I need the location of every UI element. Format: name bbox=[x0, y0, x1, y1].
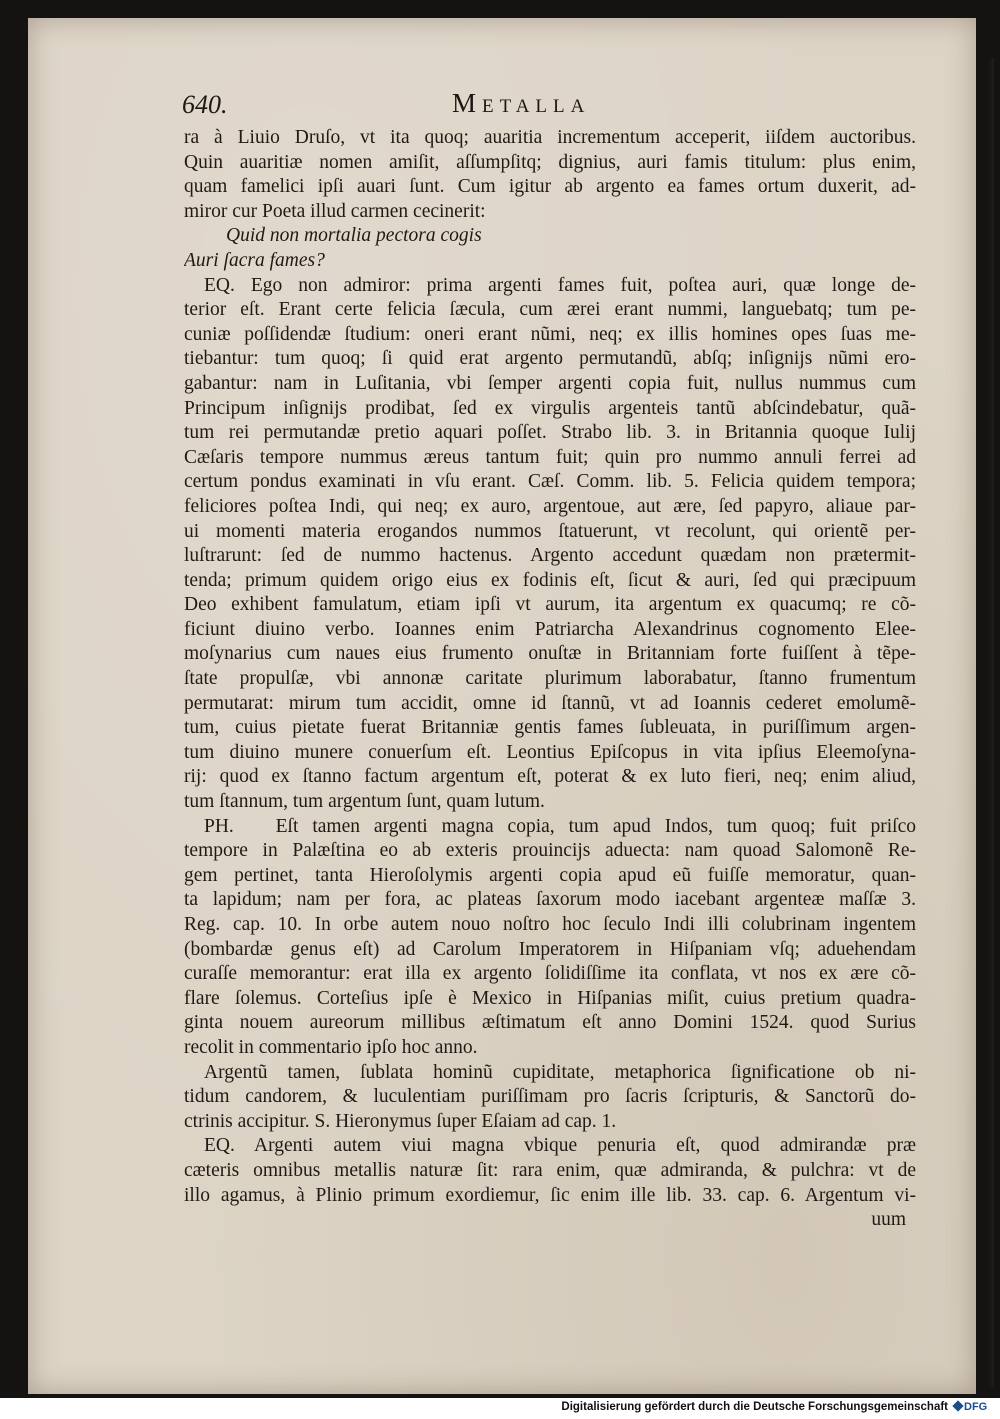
text-line: ta lapidum; nam per fora, ac plateas ſaxorum modo iacebant argenteæ maſſæ 3. bbox=[184, 889, 916, 911]
verse-line: Quid non mortalia pectora cogis bbox=[226, 225, 482, 247]
text-line: certum pondus examinati in vſu erant. Cæſ. Comm. lib. 5. Felicia quidem tempora; bbox=[184, 471, 916, 493]
text-line: ra à Liuio Druſo, vt ita quoq; auaritia incrementum acceperit, iiſdem auctoribus. bbox=[184, 127, 916, 148]
text-line: luſtrarunt: ſed de nummo hactenus. Argento accedunt quædam non prætermit- bbox=[184, 545, 916, 567]
text-line: Principum inſignijs prodibat, ſed ex virgulis argenteis tantũ abſcindebatur, quã- bbox=[184, 397, 916, 419]
text-line: tum ſtannum, tum argentum ſunt, quam lutum. bbox=[184, 791, 545, 813]
speaker-label: EQ. bbox=[204, 1135, 235, 1157]
text-line: feliciores poſtea Indi, qui neq; ex auro, argentoue, aut ære, ſed papyro, aliaue par- bbox=[184, 495, 916, 517]
text-line: cæteris omnibus metallis naturæ ſit: rara enim, quæ admiranda, & pulchra: vt de bbox=[184, 1159, 916, 1181]
text-line bbox=[184, 815, 916, 840]
text-line: curaſſe memorantur: erat illa ex argento ſolidiſſime ita conflata, vt nos ex ære cõ- bbox=[184, 963, 916, 985]
text-line: gem pertinet, tanta Hieroſolymis argenti copia apud eũ fuiſſe memoratur, quan- bbox=[184, 864, 916, 886]
body-text bbox=[184, 126, 916, 1233]
text-line: gabantur: nam in Luſitania, vbi ſemper argenti copia fuit, nullus nummus cum bbox=[184, 372, 916, 394]
speaker-label: EQ. bbox=[204, 274, 235, 296]
text-line: Reg. cap. 10. In orbe autem nouo noſtro hoc ſeculo Indi illi colubrinam ingentem bbox=[184, 914, 916, 935]
text-line: quam famelici ipſi auari ſunt. Cum igitur ab argento ea fames ortum duxerit, ad- bbox=[184, 176, 916, 198]
text-line: (bombardæ genus eſt) ad Carolum Imperatorem in Hiſpaniam vſq; aduehendam bbox=[184, 938, 916, 960]
text-line: terior eſt. Erant certe felicia ſæcula, cum ærei erant nummi, languebatq; tum pe- bbox=[184, 299, 916, 321]
text-line: ui momenti materia erogandos nummos ſtatuerunt, vt recolunt, qui orientẽ per- bbox=[184, 520, 916, 542]
text-line: cuniæ poſſidendæ ſtudium: oneri erant nũmi, neq; ex illis homines opes ſuas me- bbox=[184, 323, 916, 345]
text-line bbox=[184, 274, 916, 299]
dfg-logo-text: DFG bbox=[964, 1401, 988, 1413]
dfg-logo-icon bbox=[952, 1400, 963, 1411]
text-line: Argentũ tamen, ſublata hominũ cupiditate, metaphorica ſignificatione ob ni- bbox=[204, 1061, 916, 1083]
text-line: tidum candorem, & luculentiam puriſſimam pro ſacris ſcripturis, & Sanctorũ do- bbox=[184, 1086, 916, 1108]
footer-bar bbox=[0, 1398, 1000, 1419]
page-header bbox=[182, 88, 922, 122]
text-line: recolit in commentario ipſo hoc anno. bbox=[184, 1036, 478, 1058]
catchword: uum bbox=[871, 1209, 906, 1231]
speaker-label: PH. bbox=[204, 815, 234, 837]
text-line: Quin auaritiæ nomen amiſit, aſſumpſitq; dignius, auri famis titulum: plus enim, bbox=[184, 151, 916, 173]
text-line-content: Ego non admiror: prima argenti fames fuit, poſtea auri, quæ longe de- bbox=[250, 274, 916, 296]
text-line: illo agamus, à Plinio primum exordiemur, ſic enim ille lib. 33. cap. 6. Argentum vi- bbox=[184, 1184, 916, 1206]
text-line-content: Argenti autem viui magna vbique penuria eſt, quod admirandæ præ bbox=[254, 1135, 916, 1157]
text-line: ctrinis accipitur. S. Hieronymus ſuper Eſaiam ad cap. 1. bbox=[184, 1110, 617, 1132]
text-line: rij: quod ex ſtanno factum argentum eſt, poterat & ex luto fieri, neq; enim aliud, bbox=[184, 766, 916, 788]
dfg-logo bbox=[954, 1400, 992, 1415]
text-line: ſtate propulſæ, vbi annonæ caritate plurimum laborabatur, ſtanno frumentum bbox=[184, 668, 916, 690]
page-number: 640. bbox=[182, 90, 228, 119]
text-line-content: Eſt tamen argenti magna copia, tum apud Indos, tum quoq; fuit priſco bbox=[275, 815, 916, 837]
text-line: ginta nouem aureorum millibus æſtimatum eſt anno Domini 1524. quod Surius bbox=[184, 1012, 916, 1034]
verse-line: Auri ſacra fames? bbox=[184, 249, 325, 271]
page-edge-shadow bbox=[988, 58, 994, 1388]
text-line: tum rei permutandæ pretio aquari poſſet. Strabo lib. 3. in Britannia quoque Iulij bbox=[184, 422, 916, 444]
text-line: tenda; primum quidem origo eius ex fodinis eſt, ſicut & auri, ſed qui præcipuum bbox=[184, 569, 916, 591]
text-line: Deo exhibent famulatum, etiam ipſi vt aurum, ita argentum ex quacumq; re cõ- bbox=[184, 594, 916, 616]
funding-credit: Digitalisierung gefördert durch die Deutsche Forschungsgemeinschaft bbox=[561, 1401, 948, 1413]
running-title: Metalla bbox=[452, 88, 591, 118]
text-line: ficiunt diuino verbo. Ioannes enim Patriarcha Alexandrinus cognomento Elee- bbox=[184, 618, 916, 640]
text-line: Cæſaris tempore nummus æreus tantum fuit; quin pro nummo annuli ferrei ad bbox=[184, 446, 916, 468]
text-line: tempore in Palæſtina eo ab exteris prouincijs aduecta: nam quoad Salomonẽ Re- bbox=[184, 840, 916, 862]
text-line: flare ſolemus. Corteſius ipſe è Mexico in Hiſpanias miſit, cuius pretium quadra- bbox=[184, 987, 916, 1009]
text-line: moſynarius cum naues eius frumento onuſtæ in Britanniam forte fuiſſent à tẽpe- bbox=[184, 643, 916, 665]
text-line: permutarat: mirum tum accidit, omne id ſtannũ, vt ad Ioannis cederet emolumẽ- bbox=[184, 692, 916, 714]
text-line bbox=[184, 1134, 916, 1159]
text-line: miror cur Poeta illud carmen cecinerit: bbox=[184, 200, 486, 222]
text-line: tiebantur: tum quoq; ſi quid erat argento permutandũ, abſq; inſignijs nũmi ero- bbox=[184, 348, 916, 370]
text-line: tum, cuius pietate fuerat Britanniæ gentis fames ſubleuata, in puriſſimum argen- bbox=[184, 717, 916, 739]
text-line: tum diuino munere conuerſum eſt. Leontius Epiſcopus in vita ipſius Eleemoſyna- bbox=[184, 741, 916, 763]
